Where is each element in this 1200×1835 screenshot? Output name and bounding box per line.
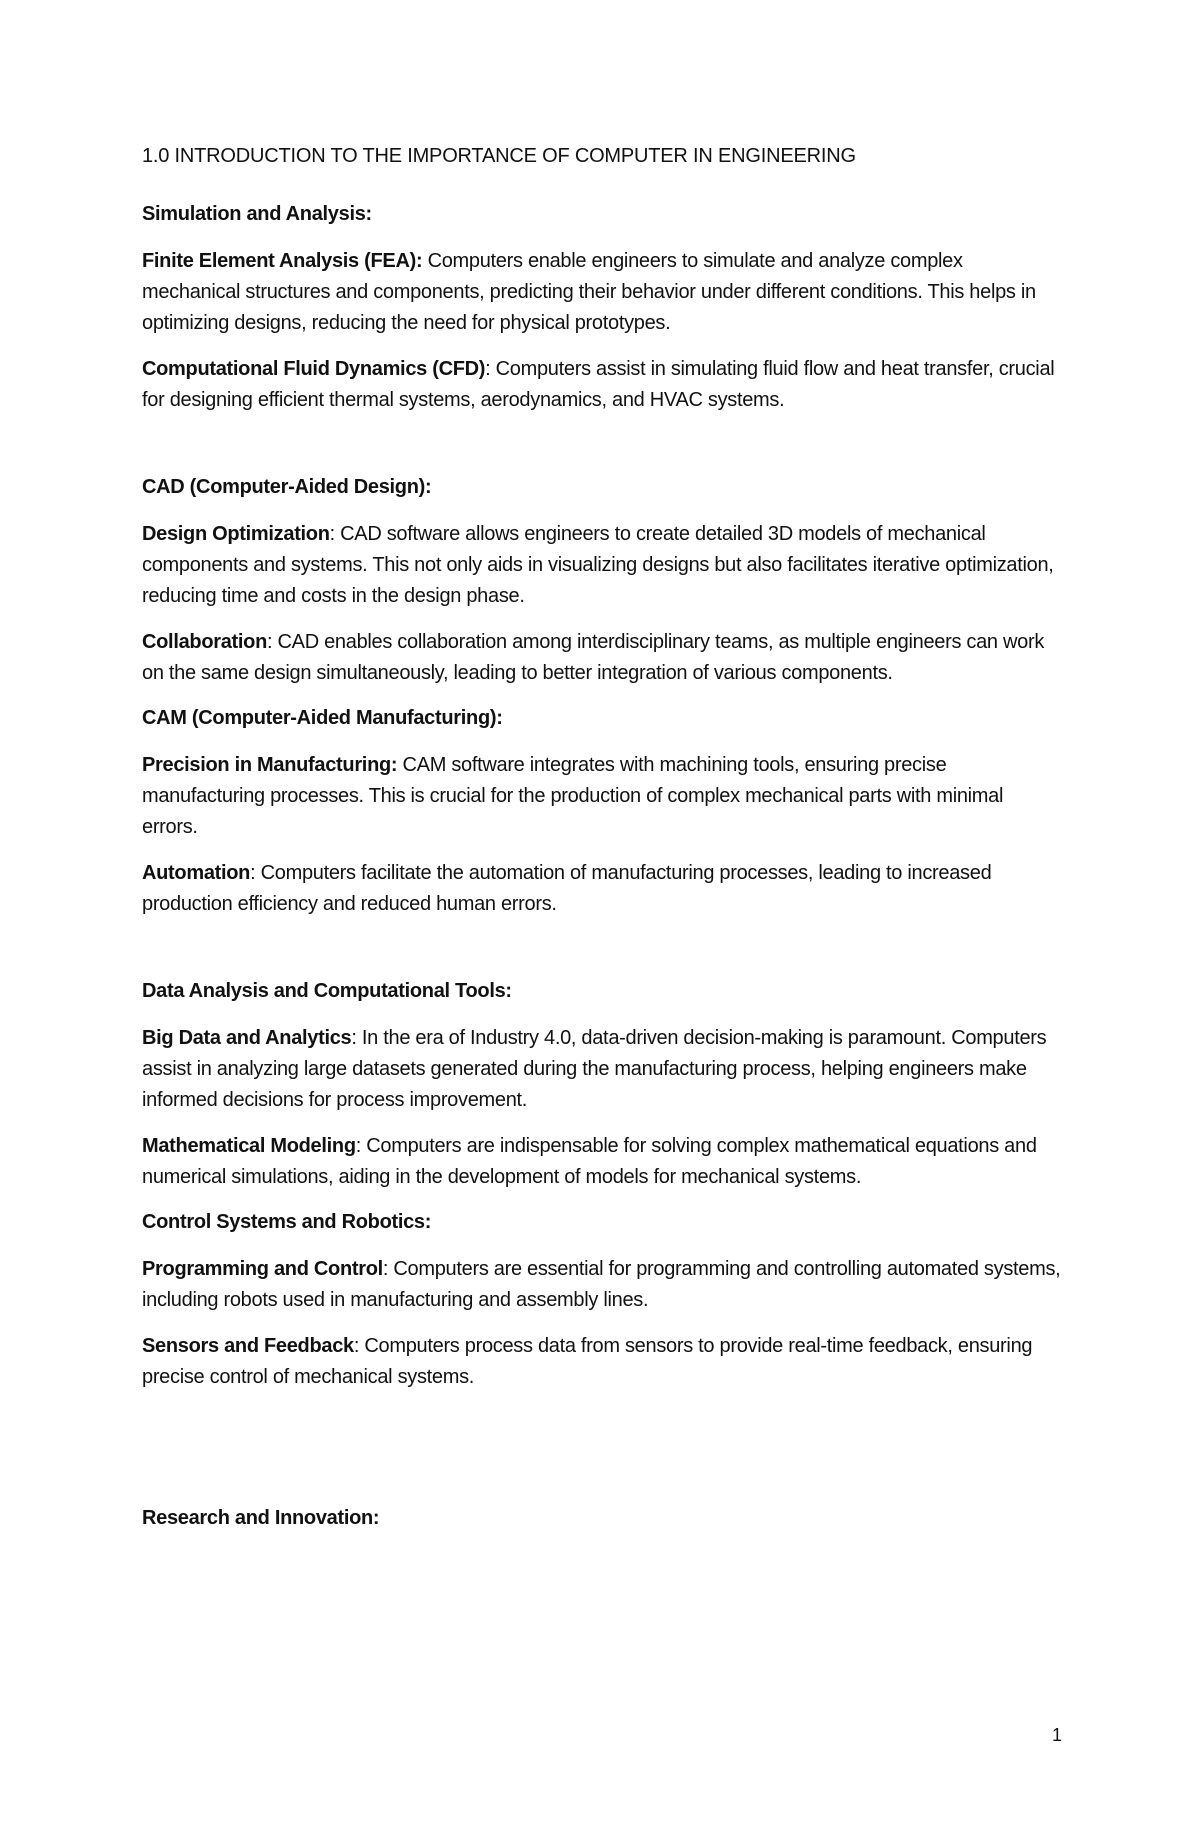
spacer <box>142 935 1062 977</box>
section-heading-cam: CAM (Computer-Aided Manufacturing): <box>142 707 503 729</box>
term-sensors: Sensors and Feedback <box>142 1335 354 1357</box>
paragraph-fea <box>142 246 1062 339</box>
paragraph-big-data <box>142 1023 1062 1116</box>
term-design-optimization: Design Optimization <box>142 523 330 545</box>
section-heading-cad: CAD (Computer-Aided Design): <box>142 476 432 498</box>
text-big-data: : In the era of Industry 4.0, data-driven decision-making is paramount. Computers assist in analyzing large datasets generated during the manufacturing process, helping engineers make informed decisions for process improvement. <box>142 1027 1047 1111</box>
term-precision: Precision in Manufacturing: <box>142 754 398 776</box>
paragraph-collaboration <box>142 627 1062 689</box>
page-number: 1 <box>1052 1725 1063 1745</box>
text-automation: : Computers facilitate the automation of manufacturing processes, leading to increased production efficiency and reduced human errors. <box>142 862 992 915</box>
term-collaboration: Collaboration <box>142 631 267 653</box>
term-big-data: Big Data and Analytics <box>142 1027 352 1049</box>
term-automation: Automation <box>142 862 251 884</box>
text-design-optimization: : CAD software allows engineers to create detailed 3D models of mechanical components and systems. This not only aids in visualizing designs but also facilitates iterative optimization, reducing time and costs in the design phase. <box>142 523 1054 607</box>
document-title: 1.0 INTRODUCTION TO THE IMPORTANCE OF COMPUTER IN ENGINEERING <box>142 145 856 167</box>
document-body <box>142 142 1062 1550</box>
text-cfd: : Computers assist in simulating fluid flow and heat transfer, crucial for designing efficient thermal systems, aerodynamics, and HVAC systems. <box>142 358 1055 411</box>
term-math-modeling: Mathematical Modeling <box>142 1135 356 1157</box>
text-sensors: : Computers process data from sensors to provide real-time feedback, ensuring precise control of mechanical systems. <box>142 1335 1033 1388</box>
text-fea: Computers enable engineers to simulate and analyze complex mechanical structures and components, predicting their behavior under different conditions. This helps in optimizing designs, reducing the need for physical prototypes. <box>142 250 1036 334</box>
spacer <box>142 1408 1062 1504</box>
section-heading-data-analysis: Data Analysis and Computational Tools: <box>142 980 512 1002</box>
spacer <box>142 431 1062 473</box>
paragraph-design-optimization <box>142 519 1062 612</box>
term-programming: Programming and Control <box>142 1258 383 1280</box>
text-math-modeling: : Computers are indispensable for solving complex mathematical equations and numerical simulations, aiding in the development of models for mechanical systems. <box>142 1135 1037 1188</box>
term-fea: Finite Element Analysis (FEA): <box>142 250 423 272</box>
paragraph-programming <box>142 1254 1062 1316</box>
paragraph-math-modeling <box>142 1131 1062 1193</box>
section-heading-research: Research and Innovation: <box>142 1507 380 1529</box>
paragraph-precision <box>142 750 1062 843</box>
section-heading-control: Control Systems and Robotics: <box>142 1211 432 1233</box>
paragraph-sensors <box>142 1331 1062 1393</box>
term-cfd: Computational Fluid Dynamics (CFD) <box>142 358 486 380</box>
text-precision: CAM software integrates with machining tools, ensuring precise manufacturing processes. This is crucial for the production of complex mechanical parts with minimal errors. <box>142 754 1004 838</box>
paragraph-automation <box>142 858 1062 920</box>
text-collaboration: : CAD enables collaboration among interdisciplinary teams, as multiple engineers can work on the same design simultaneously, leading to better integration of various components. <box>142 631 1045 684</box>
text-programming: : Computers are essential for programming and controlling automated systems, including robots used in manufacturing and assembly lines. <box>142 1258 1061 1311</box>
paragraph-cfd <box>142 354 1062 416</box>
section-heading-simulation: Simulation and Analysis: <box>142 203 372 225</box>
